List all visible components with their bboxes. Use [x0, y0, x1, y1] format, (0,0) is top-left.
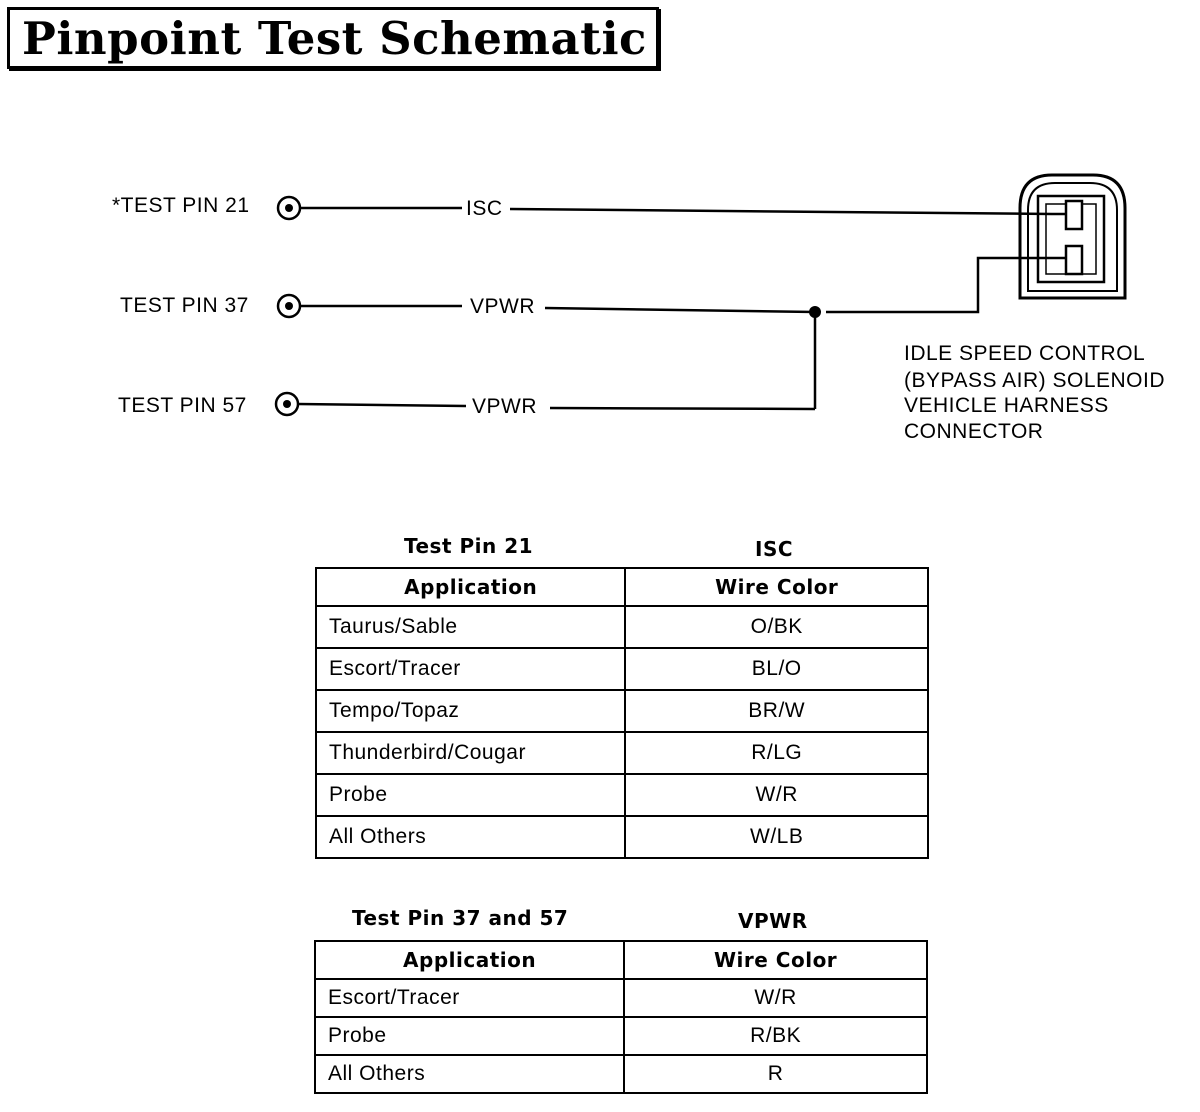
wire-color-cell: O/BK: [625, 606, 928, 648]
test-pin-37-terminal-icon: [278, 295, 300, 317]
wire-color-cell: R/BK: [624, 1017, 927, 1055]
wire-vpwr37-right: [545, 308, 815, 312]
wire-color-cell: W/LB: [625, 816, 928, 858]
connector-label-line-4: CONNECTOR: [904, 420, 1044, 443]
table-row: [316, 816, 928, 858]
application-cell: Probe: [316, 774, 625, 816]
application-cell: Probe: [315, 1017, 624, 1055]
connector-label-line-2: (BYPASS AIR) SOLENOID: [904, 369, 1166, 392]
pin-label-37: TEST PIN 37: [120, 294, 249, 317]
wire-color-cell: BL/O: [625, 648, 928, 690]
table-header-row: [316, 568, 928, 606]
application-cell: Tempo/Topaz: [316, 690, 625, 732]
signal-label-vpwr-37: VPWR: [470, 295, 535, 318]
connector-label-line-1: IDLE SPEED CONTROL: [904, 342, 1146, 365]
table-row: [316, 690, 928, 732]
wire-isc-right: [510, 209, 1052, 214]
wiring-schematic: [0, 0, 1200, 470]
table-row: [316, 606, 928, 648]
column-header-application: Application: [315, 941, 624, 979]
table-2-signal-caption: VPWR: [738, 909, 808, 933]
signal-label-isc: ISC: [466, 197, 503, 220]
application-cell: Taurus/Sable: [316, 606, 625, 648]
pin-label-57: TEST PIN 57: [118, 394, 247, 417]
pin-label-21: *TEST PIN 21: [112, 194, 250, 217]
wire-vpwr-to-connector: [826, 258, 1052, 312]
application-cell: Escort/Tracer: [316, 648, 625, 690]
table-row: [316, 732, 928, 774]
wire-color-cell: R: [624, 1055, 927, 1093]
solenoid-connector-icon: [1020, 175, 1125, 298]
test-pin-57-terminal-icon: [276, 393, 298, 415]
wire-color-cell: R/LG: [625, 732, 928, 774]
table-row: [316, 774, 928, 816]
application-cell: All Others: [315, 1055, 624, 1093]
application-cell: Thunderbird/Cougar: [316, 732, 625, 774]
connector-label-line-3: VEHICLE HARNESS: [904, 394, 1109, 417]
column-header-application: Application: [316, 568, 625, 606]
signal-label-vpwr-57: VPWR: [472, 395, 537, 418]
table-header-row: [315, 941, 927, 979]
application-cell: Escort/Tracer: [315, 979, 624, 1017]
test-pin-21-terminal-icon: [278, 197, 300, 219]
table-row: [316, 648, 928, 690]
page-title: Pinpoint Test Schematic: [22, 11, 647, 65]
wire-color-cell: BR/W: [625, 690, 928, 732]
wire-color-cell: W/R: [625, 774, 928, 816]
wire-vpwr57-right: [550, 408, 815, 409]
table-1-pin-caption: Test Pin 21: [404, 534, 534, 558]
table-row: [315, 1055, 927, 1093]
column-header-wire-color: Wire Color: [625, 568, 928, 606]
table-row: [315, 979, 927, 1017]
wire-vpwr57-left: [298, 404, 466, 406]
column-header-wire-color: Wire Color: [624, 941, 927, 979]
table-row: [315, 1017, 927, 1055]
wire-color-table-pin-37-57: [314, 940, 928, 1094]
wire-color-cell: W/R: [624, 979, 927, 1017]
wire-color-table-pin-21: [315, 567, 929, 859]
table-1-signal-caption: ISC: [755, 537, 794, 561]
application-cell: All Others: [316, 816, 625, 858]
table-2-pin-caption: Test Pin 37 and 57: [352, 906, 569, 930]
